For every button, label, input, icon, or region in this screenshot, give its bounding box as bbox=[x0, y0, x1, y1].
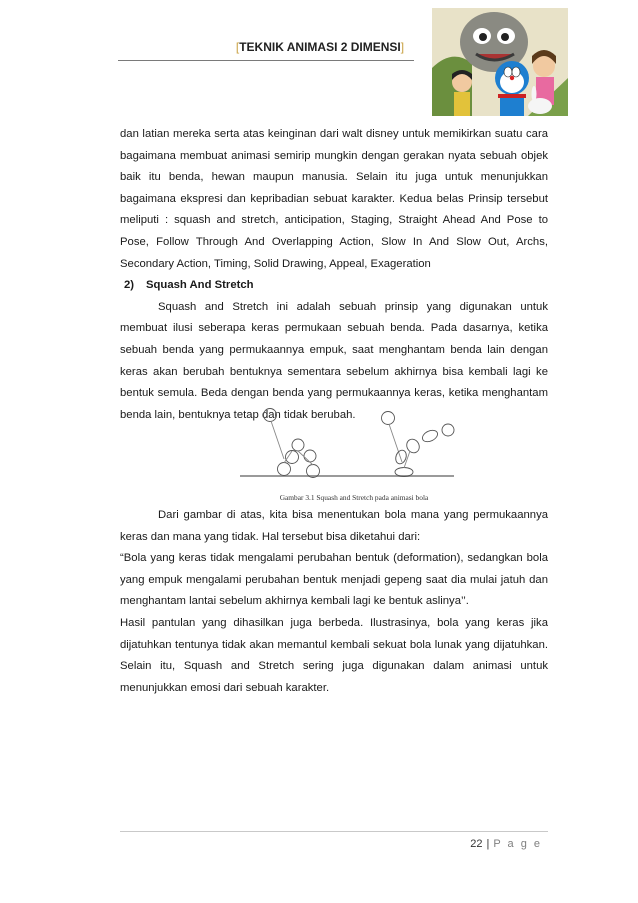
body-text-upper bbox=[120, 124, 548, 426]
paragraph-quote: “Bola yang keras tidak mengalami perubahan bentuk (deformation), sedangkan bola yang empuk mengalami perubahan bentuk menjadi gepeng saat dia mulai jatuh dan menghantam lantai sebelum akhirnya kembali lagi ke bentuk aslinya’’. bbox=[120, 552, 548, 608]
section-paragraph: Squash and Stretch ini adalah sebuah prinsip yang digunakan untuk membuat ilusi seberapa keras permukaan sebuah benda. Pada dasarnya, ketika sebuah benda yang permukaannya empuk, saat menghantam benda lain dengan keras akan berubah bentuknya sementara sebelum akhirnya bisa kembali lagi ke bentuk semula. Beda dengan benda yang permukaannya keras, ketika menghantam benda lain, bentuknya tetap dan tidak berubah. bbox=[120, 300, 548, 421]
page-number: 22 bbox=[470, 838, 483, 850]
section-title: Squash And Stretch bbox=[146, 279, 254, 292]
section-heading bbox=[120, 275, 548, 297]
squash-stretch-figure bbox=[232, 404, 460, 496]
figure-caption: Gambar 3.1 Squash and Stretch pada animasi bola bbox=[279, 493, 429, 502]
body-text-lower bbox=[120, 505, 548, 699]
header-bracket-open: [ bbox=[235, 40, 240, 54]
intro-paragraph: dan latian mereka serta atas keinginan dari walt disney untuk memikirkan suatu cara bagaimana membuat animasi semirip mungkin dengan gerakan nyata sebuah objek baik itu benda, hewan maupun manusia. Selain itu juga untuk menunjukkan bagaimana ekspresi dan kepribadian sebuat karakter. Kedua belas Prinsip tersebut meliputi : squash and stretch, anticipation, Staging, Straight Ahead And Pose to Pose, Follow Through And Overlapping Action, Slow In And Slow Out, Archs, Secondary Action, Timing, Solid Drawing, Appeal, Exageration bbox=[120, 128, 548, 270]
footer-rule bbox=[120, 831, 548, 832]
header-bracket-close: ] bbox=[400, 40, 405, 54]
doraemon-cartoon-illustration-icon bbox=[432, 8, 568, 116]
footer-separator: | bbox=[486, 838, 490, 850]
section-number: 2) bbox=[124, 279, 135, 292]
running-header bbox=[200, 40, 440, 54]
page-label: P a g e bbox=[493, 838, 542, 850]
page-footer bbox=[470, 838, 542, 850]
paragraph-figure-explanation: Dari gambar di atas, kita bisa menentukan bola mana yang permukaannya keras dan mana yang tidak. Hal tersebut bisa diketahui dari: bbox=[120, 509, 548, 543]
header-rule bbox=[118, 60, 414, 61]
header-title-text: TEKNIK ANIMASI 2 DIMENSI bbox=[239, 40, 401, 54]
paragraph-bounce-result: Hasil pantulan yang dihasilkan juga berbeda. Ilustrasinya, bola yang keras jika dijatuhkan tentunya tidak akan memantul kembali sekuat bola lunak yang dijatuhkan. Selain itu, Squash and Stretch sering juga digunakan dalam animasi untuk menunjukkan emosi dari sebuah karakter. bbox=[120, 616, 548, 694]
